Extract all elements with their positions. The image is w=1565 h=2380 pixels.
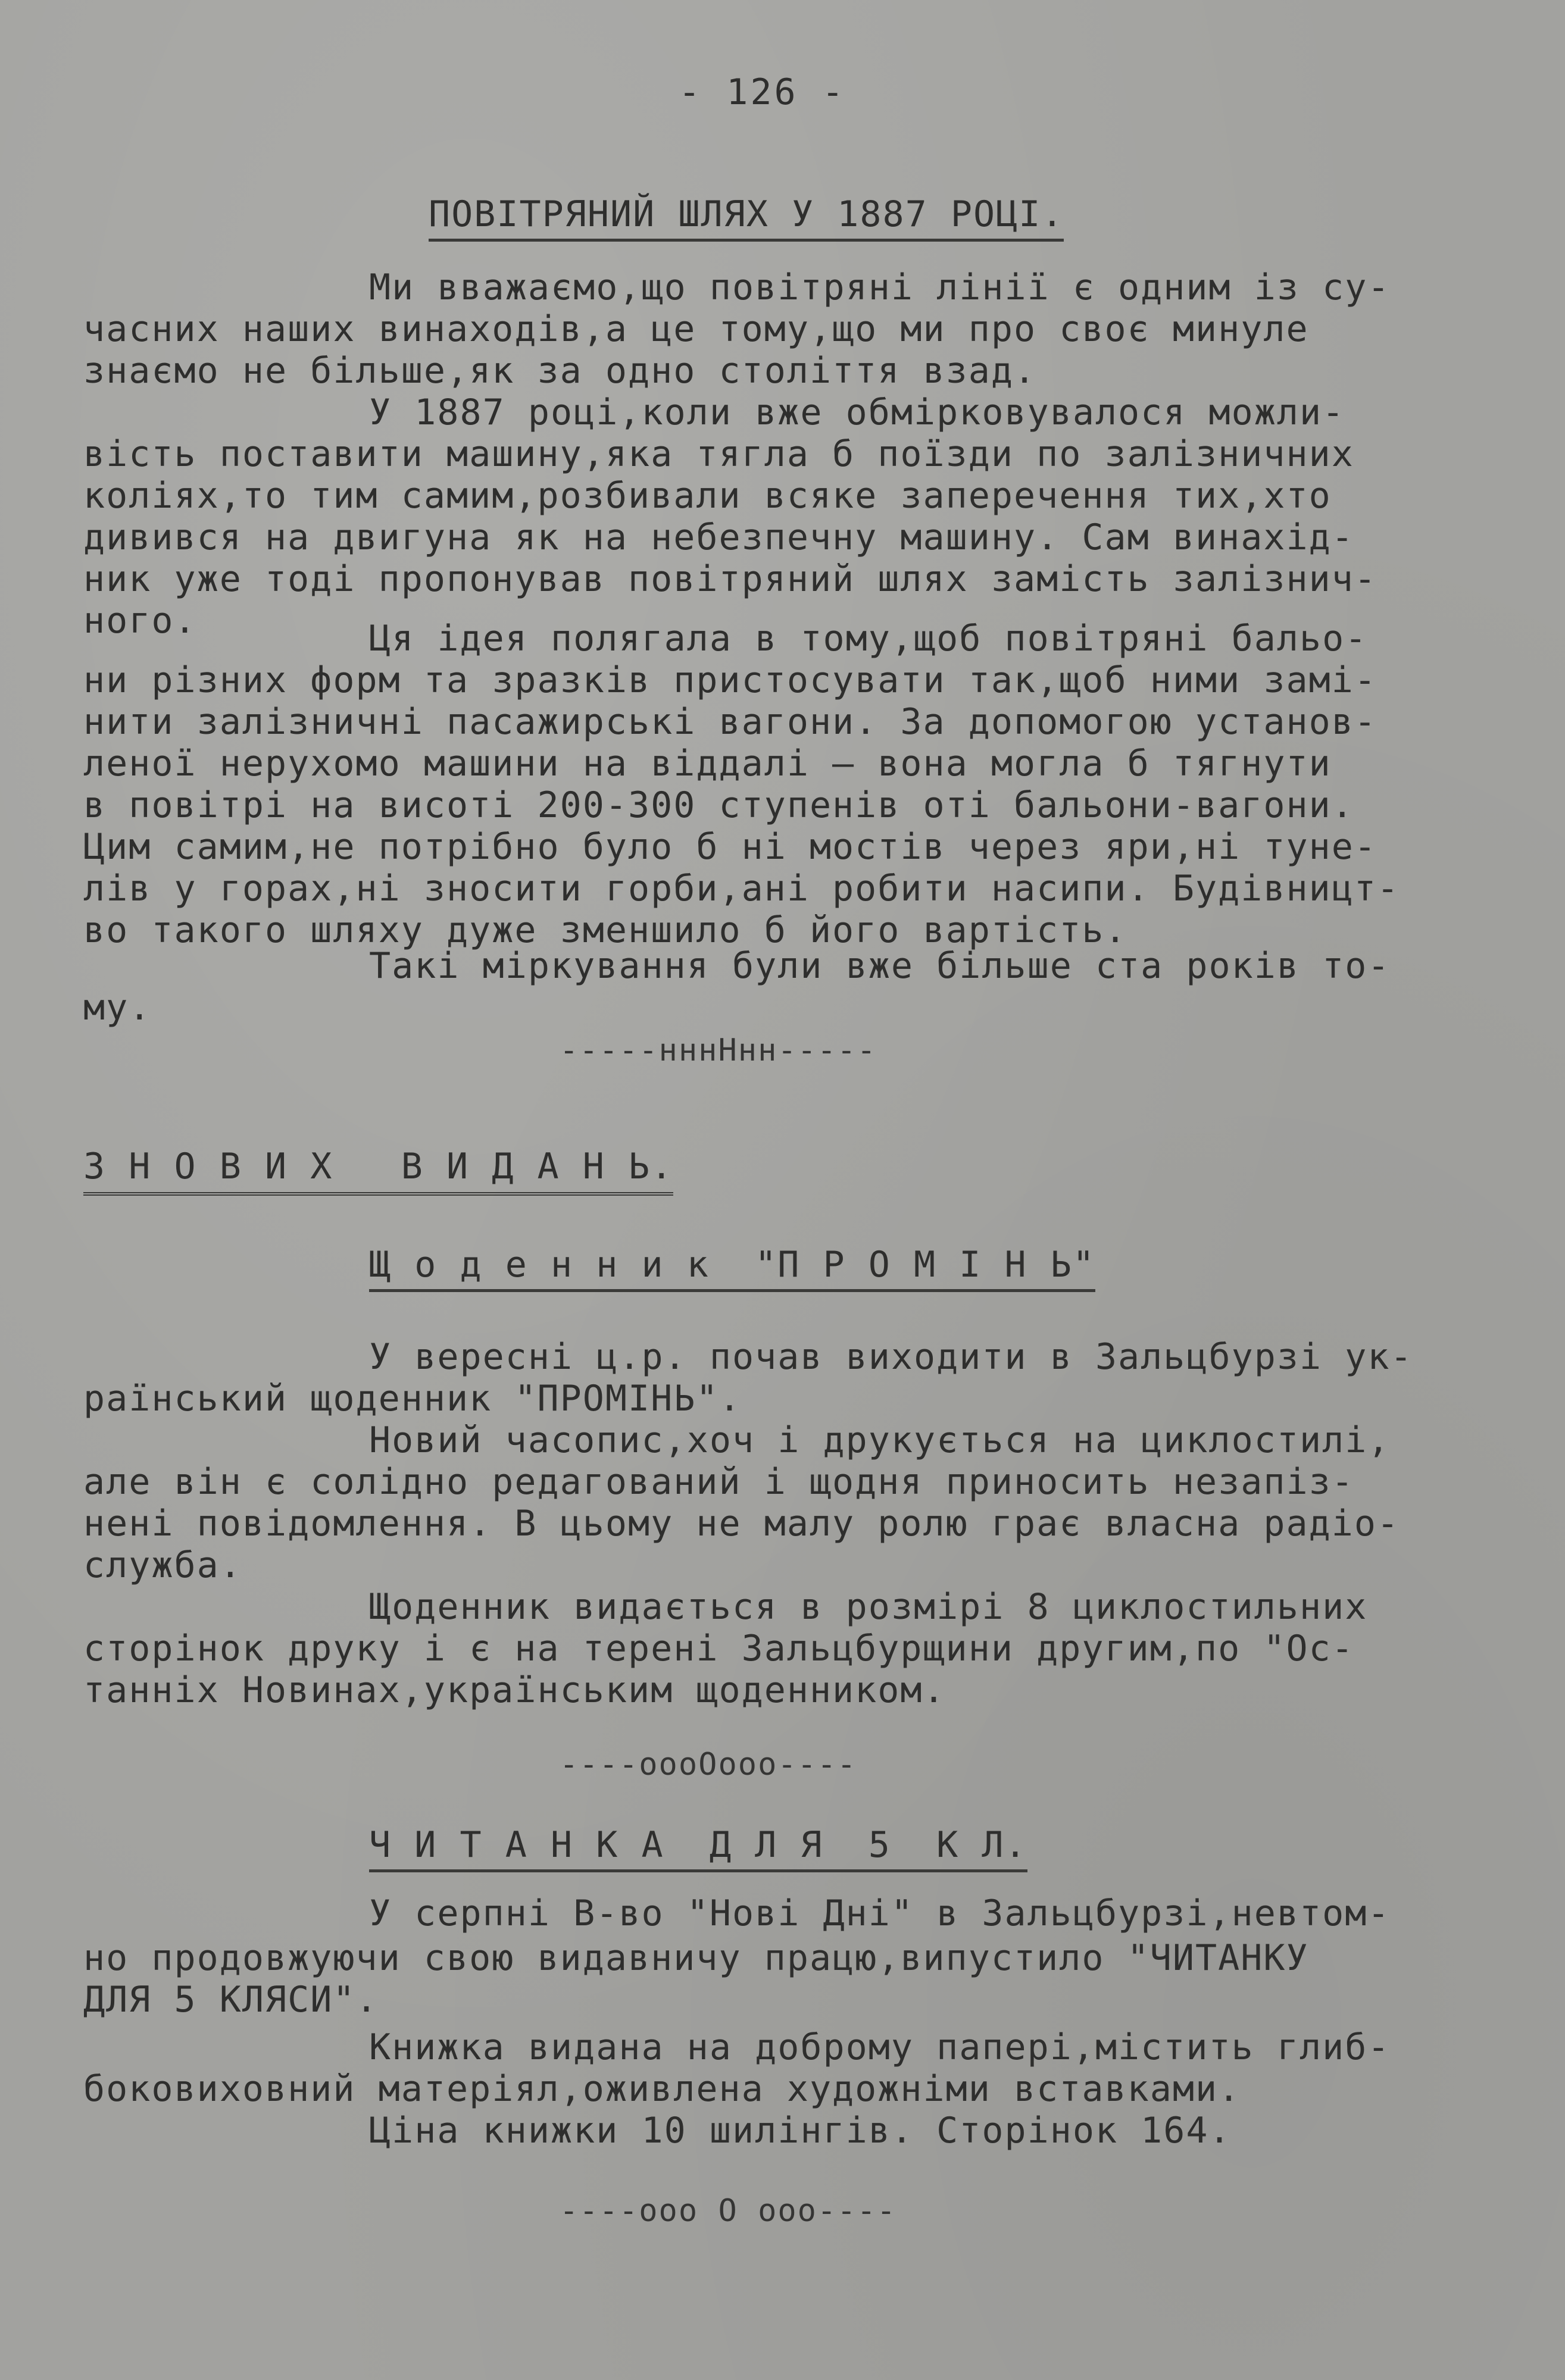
section-divider: ----оооОооо---- bbox=[560, 1747, 857, 1782]
paragraph-line: дивився на двигуна як на небезпечну машину. Сам винахід- bbox=[83, 517, 1354, 558]
paragraph-line: Щоденник видається в розмірі 8 циклостильних bbox=[369, 1586, 1368, 1628]
paragraph-line: боковиховний матеріял,оживлена художніми вставками. bbox=[83, 2068, 1241, 2110]
paragraph-line: Цим самим,не потрібно було б ні мостів через яри,ні туне- bbox=[83, 826, 1377, 868]
paragraph-line: Ця ідея полягала в тому,щоб повітряні бальо- bbox=[369, 618, 1368, 659]
page-number: - 126 - bbox=[679, 71, 846, 113]
section-divider: -----нннНнн----- bbox=[560, 1033, 877, 1068]
paragraph-line: знаємо не більше,як за одно століття взад. bbox=[83, 350, 1037, 392]
paragraph-line: Такі міркування були вже більше ста років то- bbox=[369, 945, 1391, 987]
subheading-daily-promin: Щ о д е н н и к "П Р О М І Н Ь" bbox=[369, 1244, 1095, 1292]
paragraph-line: в повітрі на висоті 200-300 ступенів оті бальони-вагони. bbox=[83, 784, 1354, 826]
paragraph-line: У вересні ц.р. почав виходити в Зальцбурзі ук- bbox=[369, 1336, 1413, 1378]
paragraph-line: нити залізничні пасажирські вагони. За допомогою установ- bbox=[83, 701, 1377, 743]
paragraph-line: нені повідомлення. В цьому не малу ролю грає власна радіо- bbox=[83, 1503, 1400, 1544]
paragraph-line: ного. bbox=[83, 600, 197, 642]
paragraph-line: Новий часопис,хоч і друкується на циклостилі, bbox=[369, 1419, 1391, 1461]
paragraph-line: ник уже тоді пропонував повітряний шлях замість залізнич- bbox=[83, 558, 1377, 600]
paragraph-line: лів у горах,ні зносити горби,ані робити насипи. Будівницт- bbox=[83, 868, 1400, 909]
section-title-air-route: ПОВІТРЯНИЙ ШЛЯХ У 1887 РОЦІ. bbox=[429, 193, 1064, 242]
paragraph-line: но продовжуючи свою видавничу працю,випустило "ЧИТАНКУ bbox=[83, 1937, 1309, 1979]
paragraph-line: У серпні В-во "Нові Дні" в Зальцбурзі,невтом- bbox=[369, 1893, 1391, 1934]
paragraph-line: му. bbox=[83, 987, 152, 1028]
paragraph-line: але він є солідно редагований і щодня приносить незапіз- bbox=[83, 1461, 1354, 1503]
paragraph-line: ни різних форм та зразків пристосувати так,щоб ними замі- bbox=[83, 659, 1377, 701]
paragraph-line: ДЛЯ 5 КЛЯСИ". bbox=[83, 1979, 379, 2021]
paragraph-line: часних наших винаходів,а це тому,що ми про своє минуле bbox=[83, 308, 1309, 350]
paragraph-line: служба. bbox=[83, 1544, 242, 1586]
section-divider: ----ооо О ооо---- bbox=[560, 2193, 897, 2229]
section-heading-reader-5-class: Ч И Т А Н К А Д Л Я 5 К Л. bbox=[369, 1824, 1027, 1872]
paragraph-line: сторінок друку і є на терені Зальцбурщини другим,по "Ос- bbox=[83, 1628, 1354, 1669]
paragraph-line: леної нерухомо машини на віддалі – вона могла б тягнути bbox=[83, 743, 1332, 784]
paragraph-line: танніх Новинах,українським щоденником. bbox=[83, 1669, 946, 1711]
paragraph-line: коліях,то тим самим,розбивали всяке заперечення тих,хто bbox=[83, 475, 1332, 517]
section-heading-new-publications: З Н О В И Х В И Д А Н Ь. bbox=[83, 1146, 673, 1196]
paragraph-line: У 1887 році,коли вже обмірковувалося можли- bbox=[369, 392, 1345, 433]
paragraph-line: раїнський щоденник "ПРОМІНЬ". bbox=[83, 1378, 742, 1419]
paragraph-line: вість поставити машину,яка тягла б поїзди по залізничних bbox=[83, 433, 1354, 475]
paragraph-line: Ціна книжки 10 шилінгів. Сторінок 164. bbox=[369, 2110, 1232, 2151]
paragraph-line: Книжка видана на доброму папері,містить глиб- bbox=[369, 2026, 1391, 2068]
paragraph-line: во такого шляху дуже зменшило б його вартість. bbox=[83, 909, 1127, 951]
paragraph-line: Ми вважаємо,що повітряні лінії є одним із су- bbox=[369, 267, 1391, 308]
